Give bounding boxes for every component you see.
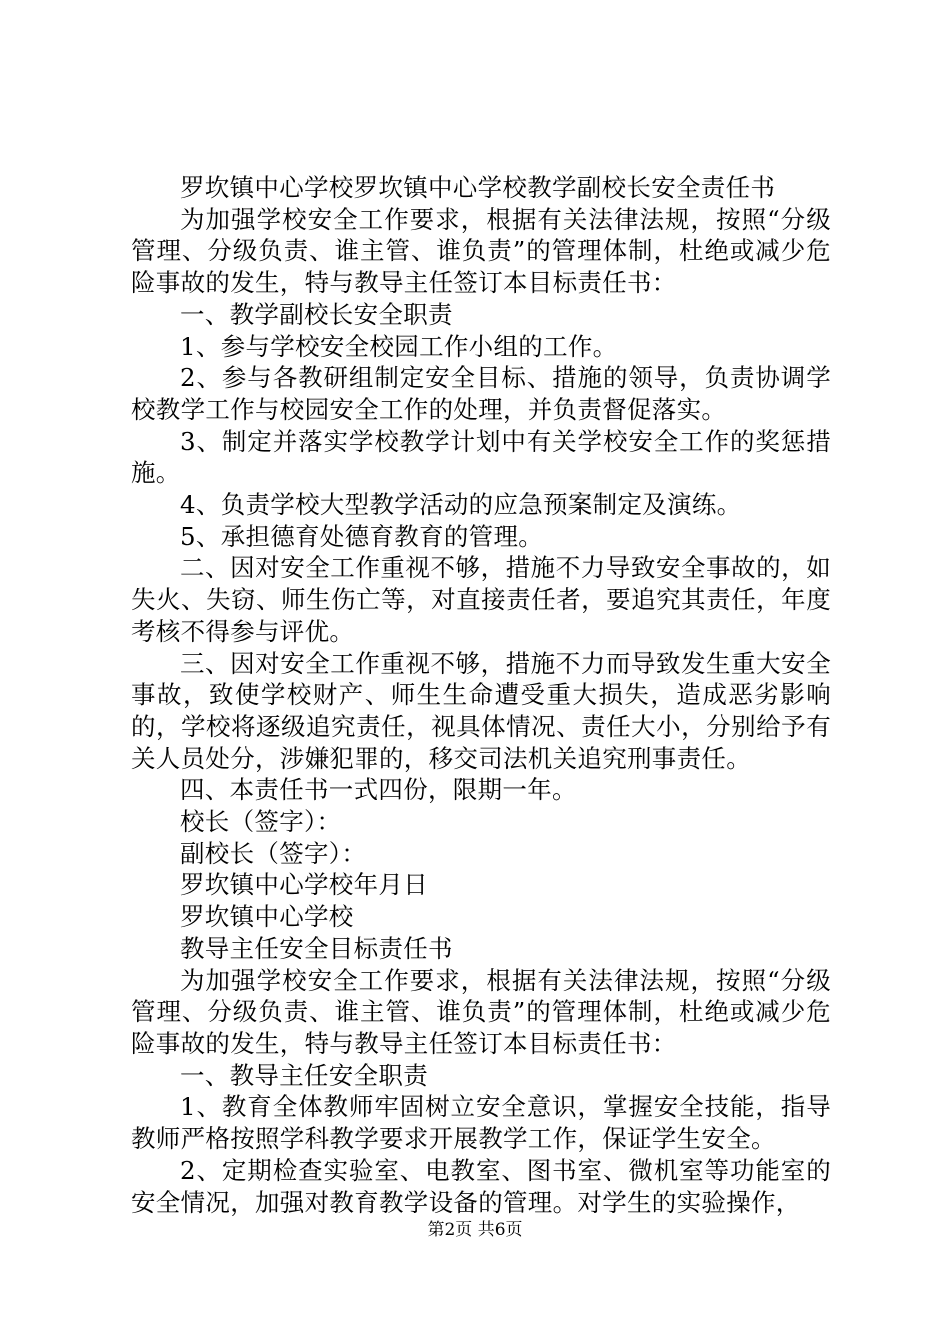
second-document-title: 教导主任安全目标责任书 bbox=[180, 933, 453, 963]
duty-item-5: 5、承担德育处德育教育的管理。 bbox=[180, 521, 544, 551]
section-heading-duties: 一、教学副校长安全职责 bbox=[180, 299, 453, 329]
page-footer bbox=[0, 1219, 950, 1241]
duty-item-4: 4、负责学校大型教学活动的应急预案制定及演练。 bbox=[180, 490, 742, 520]
duty-item-2: 2、参与各教研组制定安全目标、措施的领导，负责协调学校教学工作与校园安全工作的处理，并负责督促落实。 bbox=[131, 363, 831, 424]
vice-principal-signature-line: 副校长（签字）： bbox=[180, 838, 367, 868]
page-number-label: 第2页 共6页 bbox=[427, 1220, 523, 1240]
document-title: 罗坎镇中心学校罗坎镇中心学校教学副校长安全责任书 bbox=[180, 173, 776, 202]
second-duty-item-1: 1、教育全体教师牢固树立安全意识，掌握安全技能，指导教师严格按照学科教学要求开展教学工作，保证学生安全。 bbox=[131, 1092, 831, 1154]
clause-four: 四、本责任书一式四份，限期一年。 bbox=[180, 775, 577, 805]
principal-signature-line: 校长（签字）： bbox=[180, 807, 342, 837]
duty-item-1: 1、参与学校安全校园工作小组的工作。 bbox=[180, 331, 618, 361]
second-duty-item-2: 2、定期检查实验室、电教室、图书室、微机室等功能室的安全情况，加强对教育教学设备的管理。对学生的实验操作， bbox=[131, 1155, 831, 1217]
second-intro-paragraph: 为加强学校安全工作要求，根据有关法律法规，按照“分级管理、分级负责、谁主管、谁负责”的管理体制，杜绝或减少危险事故的发生，特与教导主任签订本目标责任书： bbox=[131, 965, 831, 1058]
school-name-line: 罗坎镇中心学校 bbox=[180, 902, 354, 932]
second-section-heading: 一、教导主任安全职责 bbox=[180, 1060, 428, 1090]
intro-paragraph: 为加强学校安全工作要求，根据有关法律法规，按照“分级管理、分级负责、谁主管、谁负责”的管理体制，杜绝或减少危险事故的发生，特与教导主任签订本目标责任书： bbox=[131, 204, 831, 298]
school-date-line: 罗坎镇中心学校年月日 bbox=[180, 870, 428, 900]
clause-three: 三、因对安全工作重视不够，措施不力而导致发生重大安全事故，致使学校财产、师生生命遭受重大损失，造成恶劣影响的，学校将逐级追究责任，视具体情况、责任大小，分别给予有关人员处分，涉嫌犯罪的，移交司法机关追究刑事责任。 bbox=[131, 648, 831, 773]
duty-item-3: 3、制定并落实学校教学计划中有关学校安全工作的奖惩措施。 bbox=[131, 426, 831, 488]
document-body bbox=[131, 172, 831, 1218]
clause-two: 二、因对安全工作重视不够，措施不力导致安全事故的，如失火、失窃、师生伤亡等，对直接责任者，要追究其责任，年度考核不得参与评优。 bbox=[131, 553, 831, 646]
